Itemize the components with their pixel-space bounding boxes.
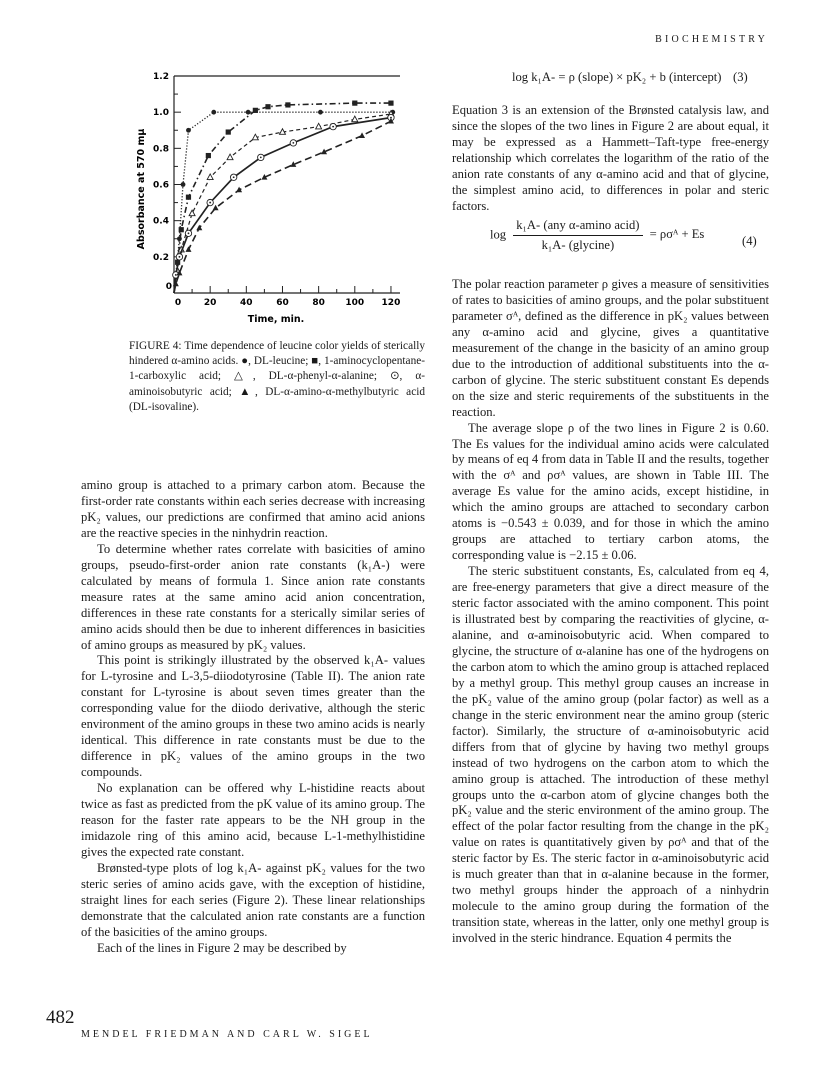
data-point-square-filled [265, 104, 270, 109]
series-line-circle-dot [174, 118, 391, 293]
chart-axes [153, 72, 400, 308]
data-point-circle-dot-center [292, 142, 294, 144]
data-point-circle-filled [186, 128, 191, 133]
data-point-circle-dot-center [233, 176, 235, 178]
data-point-square-filled [206, 153, 211, 158]
chart-marks [173, 101, 396, 293]
x-tick-label: 100 [345, 298, 365, 308]
data-point-circle-dot-center [332, 126, 334, 128]
data-point-triangle-open [207, 174, 213, 180]
right-column [452, 277, 769, 947]
data-point-circle-filled [211, 110, 216, 115]
data-point-circle-dot-center [175, 274, 177, 276]
x-tick-label: 20 [203, 298, 217, 308]
y-tick-label: 0.8 [153, 144, 169, 155]
equation-4-rhs: = ρσᴬ + Es [649, 227, 705, 242]
x-tick-label: 60 [276, 298, 289, 308]
caption-text: Time dependence of leucine color yields of sterically hindered α-amino acids. ●, DL-leucine; ■, 1-aminocyclopentane-1-carboxylic acid; △, DL-α-phenyl-α-alanine; ⊙, α-aminoisobutyric acid; ▲, DL-α-amino-α-methylbutyric acid (DL-isovaline). [129, 340, 426, 413]
x-tick-label: 80 [312, 298, 325, 308]
equation-4 [490, 218, 704, 253]
data-point-triangle-open [352, 116, 358, 122]
x-tick-label: 40 [240, 298, 253, 308]
equation-4-numerator: k₁A- (any α-amino acid) [513, 218, 642, 236]
data-point-square-filled [253, 108, 258, 113]
right-intro-paragraph: Equation 3 is an extension of the Brønsted catalysis law, and since the slopes of the two lines in Figure 2 are about equal, it may be expressed as a Hammett–Taft-type free-energy relationship which correlates the logarithm of the ratio of the anion rate constants of any α-amino acid and that of glycine, the simplest amino acid, to differences in polar and steric factors. [452, 103, 769, 213]
equation-4-number: (4) [742, 234, 757, 248]
data-point-square-filled [226, 129, 231, 134]
x-tick-label: 120 [381, 298, 401, 308]
figure-caption [129, 339, 425, 415]
data-point-circle-dot-center [209, 202, 211, 204]
data-point-square-filled [388, 101, 393, 106]
data-point-triangle-open [227, 154, 233, 160]
data-point-circle-filled [181, 182, 186, 187]
data-point-circle-dot-center [188, 232, 190, 234]
right-paragraph-2: The average slope ρ of the two lines in Figure 2 is 0.60. The Es values for the individual amino acids were calculated by means of eq 4 from data in Table II and the results, together with the σᴬ and ρσᴬ values, are shown in Table III. The average Es value for the amino acids, except histidine, in which the amino groups are attached to secondary carbon atoms is −0.543 ± 0.039, and for those in which the amino groups are attached to tertiary carbon atoms, the corresponding value is −2.15 ± 0.06. [452, 420, 769, 563]
y-tick-label: 1.2 [153, 72, 169, 82]
data-point-triangle-open [189, 210, 195, 216]
left-paragraph-3: This point is strikingly illustrated by the observed k₁A- values for L-tyrosine and L-3,5-diiodotyrosine (Table II). The anion rate constant for L-tyrosine is about seven times greater than the corresponding value for the diiodo derivative, although the steric environment of the amino groups in these two amino acids is nearly identical. This difference in rate constants must be due to the difference in pK₂ values of the amino groups in the two compounds. [81, 653, 425, 780]
equation-4-fraction [513, 218, 642, 253]
y-tick-label: 0.6 [153, 180, 169, 191]
figure-4-chart [130, 64, 430, 326]
equation-3 [512, 70, 722, 85]
data-point-circle-dot-center [179, 256, 181, 258]
data-point-circle-filled [246, 110, 251, 115]
y-tick-label: 0.4 [153, 216, 169, 227]
x-tick-label: 0 [174, 298, 182, 308]
left-paragraph-5: Brønsted-type plots of log k₁A- against pK₂ values for the two steric series of amino acids gave, with the exception of histidine, straight lines for each series (Figure 2). These linear relationships demonstrate that the calculated anion rate constants are a function of the basicities of the amino groups. [81, 860, 425, 939]
equation-4-log: log [490, 227, 507, 242]
equation-3-number: (3) [733, 70, 748, 84]
series-line-triangle-open [174, 114, 391, 293]
right-paragraph-3: The steric substituent constants, Es, calculated from eq 4, are free-energy parameters that give a direct measure of the steric factor associated with the amino component. This point is illustrated best by comparing the reactivities of glycine, α-alanine, and α-aminoisobutyric acid. When compared to glycine, the structure of α-alanine has one of the hydrogens on the carbon atom to which the amino group is attached replaced by a methyl group. This methyl group causes an increase in the pK₂ value of the amino group (polar factor) as well as a change in the steric environment near the amino group (steric factor). Similarly, the structure of α-aminoisobutyric acid differs from that of glycine by having two methyl groups instead of two hydrogens on the carbon atom to which the amino group is attached. The introduction of these methyl groups unto the α-carbon atom of glycine changes both the pK₂ value and the steric environment of the amino group. The effect of the polar factor resulting from the change in the pK₂ value on rates is quantitatively given by ρσᴬ and that of the steric factor by Es. The steric factor in α-aminoisobutyric acid is much greater than that in α-alanine because in the former, two methyl groups hinder the approach of a ninhydrin molecule to the amino group during the formation of the transition state, whereas in the latter, only one methyl group is involved in the steric hindrance. Equation 4 permits the [452, 564, 769, 946]
data-point-square-filled [186, 195, 191, 200]
data-point-triangle-filled [359, 132, 365, 138]
data-point-circle-dot-center [260, 156, 262, 158]
left-paragraph-4: No explanation can be offered why L-histidine reacts about twice as fast as predicted from the pK value of its amino group. The reason for the faster rate appears to be the NH group in the imidazole ring of this amino acid, because L-1-methylhistidine gives the expected rate constant. [81, 781, 425, 859]
data-point-square-filled [179, 227, 184, 232]
x-axis-label: Time, min. [247, 314, 305, 325]
y-axis-label: Absorbance at 570 mμ [136, 128, 147, 250]
y-tick-label: 0.2 [153, 252, 169, 263]
y-tick-label: 0 [165, 282, 172, 292]
data-point-circle-filled [318, 110, 323, 115]
y-tick-label: 1.0 [153, 108, 169, 119]
equation-4-denominator: k₁A- (glycine) [541, 238, 615, 252]
left-paragraph-2: To determine whether rates correlate with basicities of amino groups, pseudo-first-order anion rate constants (k₁A-) were calculated by means of formula 1. Since anion rate constants measure rates at the same amino acid anion concentration, differences in these rate constants for a sterically similar series of amino acids should then be due to inherent differences in basicities of amino groups as measured by pK₂ values. [81, 541, 425, 652]
left-paragraph-1: amino group is attached to a primary carbon atom. Because the first-order rate constants within each series decrease with increasing pK₂ values, our predictions are confirmed that amino acid anions are the reactive species in the ninhydrin reaction. [81, 478, 425, 540]
left-paragraph-6: Each of the lines in Figure 2 may be described by [97, 940, 347, 955]
data-point-square-filled [285, 102, 290, 107]
data-point-triangle-filled [196, 225, 202, 231]
author-footer: MENDEL FRIEDMAN AND CARL W. SIGEL [81, 1029, 373, 1040]
left-column [81, 478, 425, 957]
data-point-triangle-filled [213, 205, 219, 211]
running-header: BIOCHEMISTRY [655, 34, 768, 45]
caption-label: FIGURE 4: [129, 340, 182, 352]
equation-3-text: log k₁A- = ρ (slope) × pK₂ + b (intercept) [512, 70, 722, 84]
right-paragraph-1: The polar reaction parameter ρ gives a measure of sensitivities of rates to basicities of amino groups, and the polar substituent parameter σᴬ, defined as the difference in pK₂ values between any α-amino acid and glycine, gives a quantitative measurement of the change in the basicity of an amino group due to the introduction of additional substituents into the α-carbon of glycine. The steric substituent constant Es depends on the size and steric requirements of the substituents in the reaction. [452, 277, 769, 419]
data-point-square-filled [352, 101, 357, 106]
page-number: 482 [46, 1007, 75, 1028]
right-intro [452, 103, 769, 215]
